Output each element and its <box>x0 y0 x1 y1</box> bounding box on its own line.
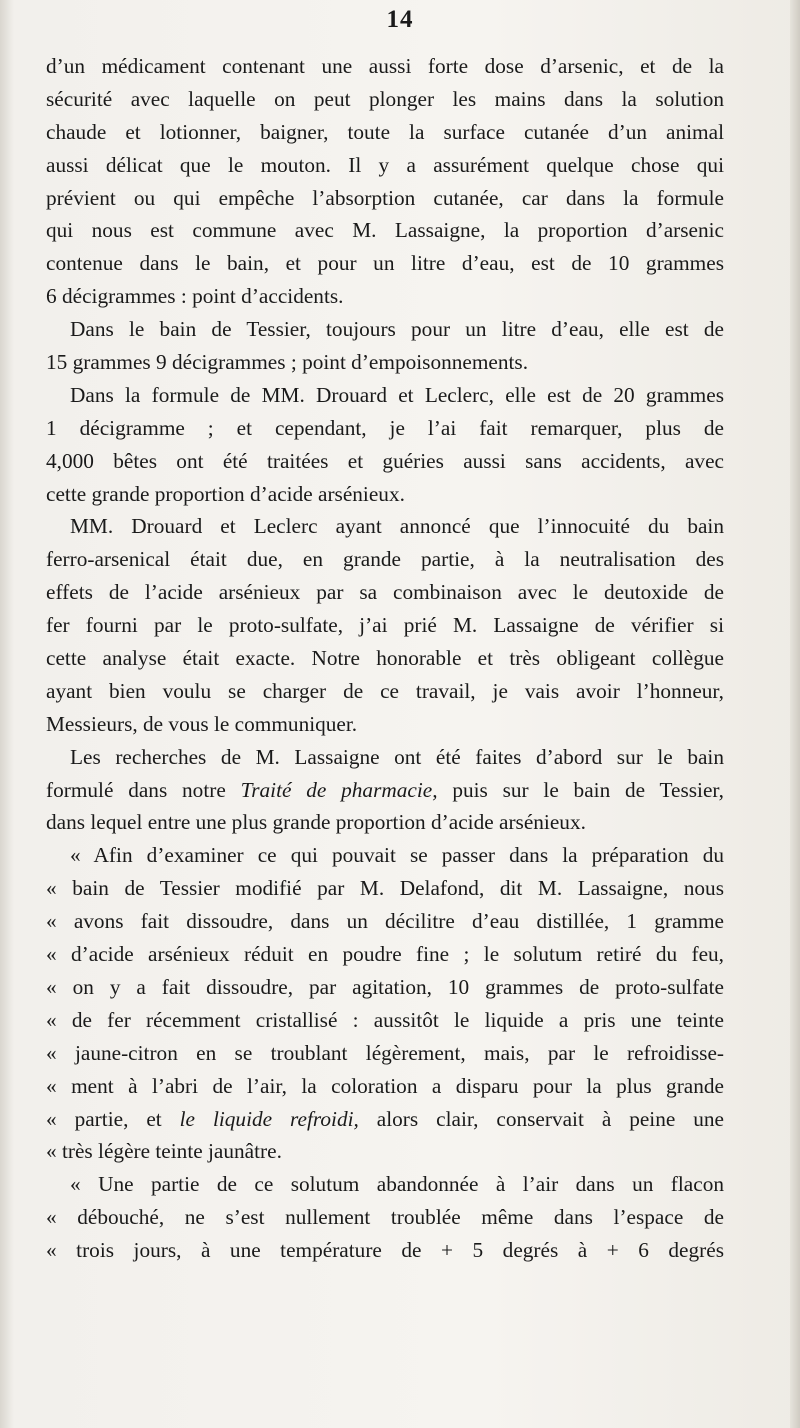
italic-phrase: le liquide refroidi, <box>179 1106 359 1131</box>
text-line: « Afin d’examiner ce qui pouvait se passer dans la préparation du <box>70 843 724 868</box>
text-line: « jaune-citron en se troublant légèrement, mais, par le refroidisse- <box>46 1040 724 1065</box>
text-line: « très légère teinte jaunâtre. <box>46 1139 282 1164</box>
text-line: « d’acide arsénieux réduit en poudre fine ; le solutum retiré du feu, <box>46 942 724 967</box>
text-line <box>46 1103 724 1136</box>
text-line: « trois jours, à une température de + 5 degrés à + 6 degrés <box>46 1238 724 1263</box>
text-line: 1 décigramme ; et cependant, je l’ai fait remarquer, plus de <box>46 415 724 440</box>
text-line: sécurité avec laquelle on peut plonger les mains dans la solution <box>46 86 724 111</box>
paragraph-6-quotation <box>46 839 724 1168</box>
text-line: « on y a fait dissoudre, par agitation, 10 grammes de proto-sulfate <box>46 974 724 999</box>
text-line: chaude et lotionner, baigner, toute la surface cutanée d’un animal <box>46 119 724 144</box>
paragraph-2 <box>46 313 724 379</box>
text-line: contenue dans le bain, et pour un litre d’eau, est de 10 grammes <box>46 251 724 276</box>
paragraph-4 <box>46 510 724 740</box>
text-fragment: alors clair, conservait à peine une <box>358 1106 725 1131</box>
paragraph-3 <box>46 379 724 511</box>
text-fragment: formulé dans notre <box>46 777 241 802</box>
text-line: Dans la formule de MM. Drouard et Leclerc, elle est de 20 grammes <box>70 382 724 407</box>
text-line: cette grande proportion d’acide arsénieux. <box>46 481 405 506</box>
book-title: Traité de pharmacie, <box>240 777 438 802</box>
text-line: « Une partie de ce solutum abandonnée à l’air dans un flacon <box>70 1172 724 1197</box>
text-fragment: « partie, et <box>46 1106 180 1131</box>
text-line: « bain de Tessier modifié par M. Delafond, dit M. Lassaigne, nous <box>46 876 724 901</box>
text-line: « avons fait dissoudre, dans un décilitre d’eau distillée, 1 gramme <box>46 909 724 934</box>
text-line: Messieurs, de vous le communiquer. <box>46 711 358 736</box>
text-line: 4,000 bêtes ont été traitées et guéries aussi sans accidents, avec <box>46 448 724 473</box>
text-line: aussi délicat que le mouton. Il y a assurément quelque chose qui <box>46 152 724 177</box>
text-line: cette analyse était exacte. Notre honorable et très obligeant collègue <box>46 646 724 671</box>
paragraph-7-quotation <box>46 1168 724 1267</box>
text-line: MM. Drouard et Leclerc ayant annoncé que l’innocuité du bain <box>70 514 724 539</box>
text-line: Dans le bain de Tessier, toujours pour un litre d’eau, elle est de <box>70 317 724 342</box>
text-fragment: puis sur le bain de Tessier, <box>437 777 724 802</box>
page-number: 14 <box>386 6 414 33</box>
page-edge-shadow <box>790 0 800 1428</box>
paragraph-5 <box>46 741 724 840</box>
text-line: « ment à l’abri de l’air, la coloration a disparu pour la plus grande <box>46 1073 724 1098</box>
text-line: dans lequel entre une plus grande proportion d’acide arsénieux. <box>46 810 586 835</box>
text-line: « débouché, ne s’est nullement troublée même dans l’espace de <box>46 1205 724 1230</box>
text-line: 6 décigrammes : point d’accidents. <box>46 284 344 309</box>
text-line: ayant bien voulu se charger de ce travail, je vais avoir l’honneur, <box>46 678 724 703</box>
text-line: prévient ou qui empêche l’absorption cutanée, car dans la formule <box>46 185 724 210</box>
body-text <box>46 50 724 1267</box>
text-line: d’un médicament contenant une aussi forte dose d’arsenic, et de la <box>46 54 724 78</box>
text-line: ferro-arsenical était due, en grande partie, à la neutralisation des <box>46 547 724 572</box>
paragraph-1 <box>46 50 724 313</box>
text-line: fer fourni par le proto-sulfate, j’ai prié M. Lassaigne de vérifier si <box>46 613 724 638</box>
text-line: 15 grammes 9 décigrammes ; point d’empoisonnements. <box>46 350 529 375</box>
text-line: qui nous est commune avec M. Lassaigne, la proportion d’arsenic <box>46 218 724 243</box>
text-line: « de fer récemment cristallisé : aussitôt le liquide a pris une teinte <box>46 1007 724 1032</box>
text-line: Les recherches de M. Lassaigne ont été faites d’abord sur le bain <box>70 744 724 769</box>
text-line: effets de l’acide arsénieux par sa combinaison avec le deutoxide de <box>46 580 724 605</box>
text-line <box>46 774 724 807</box>
